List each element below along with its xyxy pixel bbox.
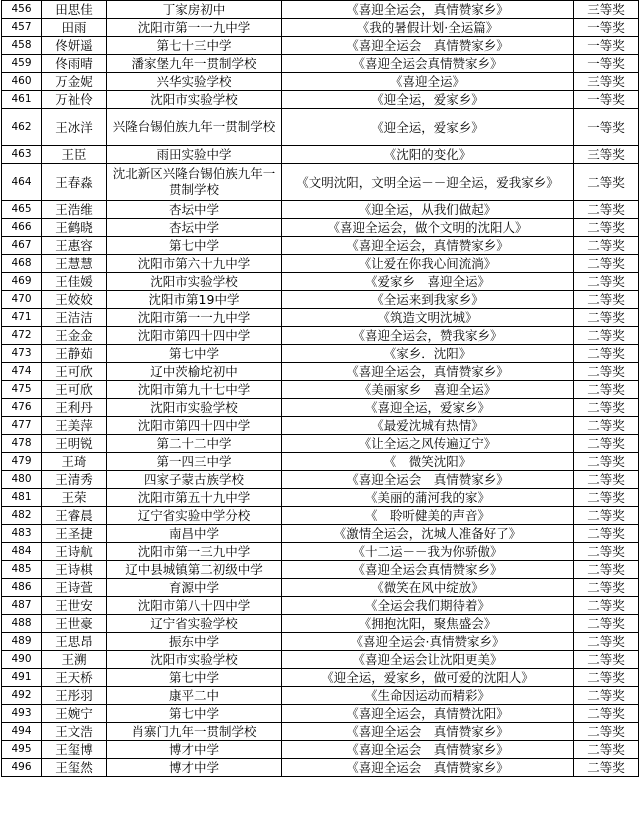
row-number: 470 (2, 291, 42, 309)
row-number: 487 (2, 597, 42, 615)
prize-level: 二等奖 (574, 255, 639, 273)
row-number: 468 (2, 255, 42, 273)
essay-title: 《喜迎全运会，真情赞家乡》 (282, 1, 574, 19)
row-number: 463 (2, 146, 42, 164)
student-name: 王鹤晓 (42, 219, 107, 237)
row-number: 458 (2, 37, 42, 55)
row-number: 465 (2, 201, 42, 219)
row-number: 485 (2, 561, 42, 579)
student-name: 王天桥 (42, 669, 107, 687)
student-name: 王琦 (42, 453, 107, 471)
row-number: 490 (2, 651, 42, 669)
prize-level: 二等奖 (574, 237, 639, 255)
table-row (2, 759, 639, 777)
school-name: 沈阳市第一一九中学 (107, 309, 282, 327)
prize-level: 三等奖 (574, 146, 639, 164)
school-name: 沈阳市实验学校 (107, 91, 282, 109)
essay-title: 《迎全运，从我们做起》 (282, 201, 574, 219)
prize-level: 二等奖 (574, 381, 639, 399)
row-number: 462 (2, 109, 42, 146)
table-row (2, 669, 639, 687)
table-row (2, 597, 639, 615)
essay-title: 《喜迎全运会 真情赞家乡》 (282, 37, 574, 55)
essay-title: 《喜迎全运会 真情赞家乡》 (282, 741, 574, 759)
prize-level: 二等奖 (574, 164, 639, 201)
prize-level: 二等奖 (574, 633, 639, 651)
student-name: 王诗萱 (42, 579, 107, 597)
student-name: 王美萍 (42, 417, 107, 435)
table-row (2, 453, 639, 471)
student-name: 王圣捷 (42, 525, 107, 543)
row-number: 476 (2, 399, 42, 417)
row-number: 471 (2, 309, 42, 327)
row-number: 477 (2, 417, 42, 435)
table-row (2, 345, 639, 363)
student-name: 王利丹 (42, 399, 107, 417)
student-name: 王婉宁 (42, 705, 107, 723)
school-name: 兴华实验学校 (107, 73, 282, 91)
table-row (2, 525, 639, 543)
essay-title: 《我的暑假计划·全运篇》 (282, 19, 574, 37)
school-name: 沈阳市第19中学 (107, 291, 282, 309)
table-row (2, 561, 639, 579)
school-name: 第二十二中学 (107, 435, 282, 453)
row-number: 493 (2, 705, 42, 723)
school-name: 沈阳市第五十九中学 (107, 489, 282, 507)
student-name: 王诗航 (42, 543, 107, 561)
essay-title: 《全运来到我家乡》 (282, 291, 574, 309)
school-name: 辽中县城镇第二初级中学 (107, 561, 282, 579)
table-row (2, 399, 639, 417)
row-number: 489 (2, 633, 42, 651)
prize-level: 二等奖 (574, 579, 639, 597)
student-name: 王姣姣 (42, 291, 107, 309)
table-row (2, 651, 639, 669)
student-name: 王溯 (42, 651, 107, 669)
table-row (2, 237, 639, 255)
prize-level: 二等奖 (574, 525, 639, 543)
table-row (2, 381, 639, 399)
essay-title: 《家乡．沈阳》 (282, 345, 574, 363)
row-number: 472 (2, 327, 42, 345)
school-name: 辽宁省实验学校 (107, 615, 282, 633)
essay-title: 《喜迎全运会，赞我家乡》 (282, 327, 574, 345)
table-row (2, 579, 639, 597)
school-name: 第七中学 (107, 345, 282, 363)
row-number: 475 (2, 381, 42, 399)
school-name: 杏坛中学 (107, 219, 282, 237)
row-number: 486 (2, 579, 42, 597)
prize-level: 二等奖 (574, 453, 639, 471)
school-name: 辽宁省实验中学分校 (107, 507, 282, 525)
student-name: 王可欣 (42, 381, 107, 399)
school-name: 潘家堡九年一贯制学校 (107, 55, 282, 73)
prize-level: 二等奖 (574, 327, 639, 345)
student-name: 王静茹 (42, 345, 107, 363)
prize-level: 二等奖 (574, 309, 639, 327)
table-row (2, 309, 639, 327)
prize-level: 一等奖 (574, 91, 639, 109)
table-row (2, 417, 639, 435)
prize-level: 一等奖 (574, 19, 639, 37)
prize-level: 二等奖 (574, 489, 639, 507)
essay-title: 《喜迎全运会真情赞家乡》 (282, 55, 574, 73)
school-name: 沈阳市实验学校 (107, 273, 282, 291)
essay-title: 《爱家乡 喜迎全运》 (282, 273, 574, 291)
row-number: 457 (2, 19, 42, 37)
row-number: 474 (2, 363, 42, 381)
essay-title: 《让全运之风传遍辽宁》 (282, 435, 574, 453)
student-name: 王彤羽 (42, 687, 107, 705)
table-row (2, 55, 639, 73)
school-name: 沈阳市第一一九中学 (107, 19, 282, 37)
essay-title: 《喜迎全运会，真情赞家乡》 (282, 363, 574, 381)
prize-level: 二等奖 (574, 201, 639, 219)
row-number: 461 (2, 91, 42, 109)
school-name: 育源中学 (107, 579, 282, 597)
student-name: 王玺然 (42, 759, 107, 777)
row-number: 466 (2, 219, 42, 237)
prize-level: 二等奖 (574, 399, 639, 417)
prize-level: 一等奖 (574, 109, 639, 146)
school-name: 沈阳市第六十九中学 (107, 255, 282, 273)
table-row (2, 291, 639, 309)
school-name: 沈阳市第四十四中学 (107, 417, 282, 435)
row-number: 484 (2, 543, 42, 561)
school-name: 沈阳市第八十四中学 (107, 597, 282, 615)
essay-title: 《十二运－－我为你骄傲》 (282, 543, 574, 561)
essay-title: 《 微笑沈阳》 (282, 453, 574, 471)
prize-level: 二等奖 (574, 363, 639, 381)
school-name: 杏坛中学 (107, 201, 282, 219)
table-row (2, 109, 639, 146)
row-number: 459 (2, 55, 42, 73)
essay-title: 《喜迎全运会 真情赞家乡》 (282, 723, 574, 741)
essay-title: 《美丽的蒲河我的家》 (282, 489, 574, 507)
student-name: 王慧慧 (42, 255, 107, 273)
student-name: 佟妍遥 (42, 37, 107, 55)
prize-level: 二等奖 (574, 507, 639, 525)
student-name: 田思佳 (42, 1, 107, 19)
student-name: 王可欣 (42, 363, 107, 381)
row-number: 495 (2, 741, 42, 759)
prize-level: 二等奖 (574, 651, 639, 669)
prize-level: 二等奖 (574, 723, 639, 741)
school-name: 辽中茨榆坨初中 (107, 363, 282, 381)
row-number: 456 (2, 1, 42, 19)
prize-level: 一等奖 (574, 55, 639, 73)
row-number: 491 (2, 669, 42, 687)
student-name: 王春淼 (42, 164, 107, 201)
row-number: 478 (2, 435, 42, 453)
student-name: 王明锐 (42, 435, 107, 453)
essay-title: 《迎全运，爱家乡，做可爱的沈阳人》 (282, 669, 574, 687)
student-name: 佟雨晴 (42, 55, 107, 73)
row-number: 469 (2, 273, 42, 291)
table-row (2, 435, 639, 453)
essay-title: 《让爱在你我心间流淌》 (282, 255, 574, 273)
student-name: 王佳媛 (42, 273, 107, 291)
student-name: 王诗棋 (42, 561, 107, 579)
essay-title: 《最爱沈城有热情》 (282, 417, 574, 435)
essay-title: 《 聆听健美的声音》 (282, 507, 574, 525)
table-row (2, 615, 639, 633)
student-name: 王世豪 (42, 615, 107, 633)
essay-title: 《文明沈阳，文明全运－－迎全运，爱我家乡》 (282, 164, 574, 201)
school-name: 第七十三中学 (107, 37, 282, 55)
student-name: 王清秀 (42, 471, 107, 489)
row-number: 492 (2, 687, 42, 705)
prize-level: 三等奖 (574, 73, 639, 91)
prize-level: 二等奖 (574, 687, 639, 705)
table-row (2, 471, 639, 489)
prize-level: 二等奖 (574, 561, 639, 579)
school-name: 博才中学 (107, 759, 282, 777)
student-name: 王荣 (42, 489, 107, 507)
student-name: 王金金 (42, 327, 107, 345)
row-number: 494 (2, 723, 42, 741)
table-row (2, 489, 639, 507)
essay-title: 《喜迎全运会，做个文明的沈阳人》 (282, 219, 574, 237)
table-row (2, 273, 639, 291)
student-name: 王玺博 (42, 741, 107, 759)
prize-level: 二等奖 (574, 345, 639, 363)
row-number: 483 (2, 525, 42, 543)
award-table-body (2, 1, 639, 777)
table-row (2, 741, 639, 759)
essay-title: 《生命因运动而精彩》 (282, 687, 574, 705)
school-name: 沈阳市实验学校 (107, 651, 282, 669)
row-number: 480 (2, 471, 42, 489)
student-name: 王冰洋 (42, 109, 107, 146)
essay-title: 《喜迎全运会让沈阳更美》 (282, 651, 574, 669)
table-row (2, 91, 639, 109)
essay-title: 《喜迎全运会·真情赞家乡》 (282, 633, 574, 651)
prize-level: 二等奖 (574, 219, 639, 237)
school-name: 第七中学 (107, 669, 282, 687)
prize-level: 二等奖 (574, 471, 639, 489)
school-name: 沈阳市第一三九中学 (107, 543, 282, 561)
essay-title: 《拥抱沈阳，聚焦盛会》 (282, 615, 574, 633)
prize-level: 二等奖 (574, 597, 639, 615)
school-name: 兴隆台锡伯族九年一贯制学校 (107, 109, 282, 146)
school-name: 沈阳市第九十七中学 (107, 381, 282, 399)
school-name: 肖寨门九年一贯制学校 (107, 723, 282, 741)
row-number: 481 (2, 489, 42, 507)
essay-title: 《喜迎全运，爱家乡》 (282, 399, 574, 417)
school-name: 振东中学 (107, 633, 282, 651)
school-name: 第七中学 (107, 705, 282, 723)
essay-title: 《喜迎全运会真情赞家乡》 (282, 561, 574, 579)
table-row (2, 1, 639, 19)
row-number: 479 (2, 453, 42, 471)
table-row (2, 73, 639, 91)
table-row (2, 37, 639, 55)
school-name: 南昌中学 (107, 525, 282, 543)
row-number: 460 (2, 73, 42, 91)
prize-level: 二等奖 (574, 273, 639, 291)
prize-level: 二等奖 (574, 705, 639, 723)
row-number: 482 (2, 507, 42, 525)
school-name: 第一四三中学 (107, 453, 282, 471)
table-row (2, 219, 639, 237)
student-name: 王文浩 (42, 723, 107, 741)
school-name: 第七中学 (107, 237, 282, 255)
table-row (2, 146, 639, 164)
prize-level: 二等奖 (574, 669, 639, 687)
table-row (2, 327, 639, 345)
essay-title: 《微笑在风中绽放》 (282, 579, 574, 597)
essay-title: 《喜迎全运会 真情赞家乡》 (282, 471, 574, 489)
student-name: 王思昂 (42, 633, 107, 651)
table-row (2, 255, 639, 273)
table-row (2, 633, 639, 651)
student-name: 王浩维 (42, 201, 107, 219)
essay-title: 《迎全运，爱家乡》 (282, 91, 574, 109)
prize-level: 二等奖 (574, 435, 639, 453)
school-name: 四家子蒙古族学校 (107, 471, 282, 489)
table-row (2, 363, 639, 381)
student-name: 万金妮 (42, 73, 107, 91)
table-row (2, 164, 639, 201)
student-name: 王睿晨 (42, 507, 107, 525)
prize-level: 二等奖 (574, 417, 639, 435)
prize-level: 二等奖 (574, 759, 639, 777)
student-name: 田雨 (42, 19, 107, 37)
row-number: 467 (2, 237, 42, 255)
row-number: 488 (2, 615, 42, 633)
student-name: 王臣 (42, 146, 107, 164)
row-number: 496 (2, 759, 42, 777)
student-name: 王洁洁 (42, 309, 107, 327)
table-row (2, 507, 639, 525)
essay-title: 《喜迎全运会，真情赞家乡》 (282, 237, 574, 255)
school-name: 丁家房初中 (107, 1, 282, 19)
school-name: 康平二中 (107, 687, 282, 705)
row-number: 464 (2, 164, 42, 201)
table-row (2, 201, 639, 219)
essay-title: 《筑造文明沈城》 (282, 309, 574, 327)
school-name: 博才中学 (107, 741, 282, 759)
award-table (1, 0, 639, 777)
student-name: 王惠容 (42, 237, 107, 255)
essay-title: 《喜迎全运会，真情赞沈阳》 (282, 705, 574, 723)
essay-title: 《喜迎全运会 真情赞家乡》 (282, 759, 574, 777)
table-row (2, 543, 639, 561)
table-row (2, 687, 639, 705)
essay-title: 《激情全运会，沈城人准备好了》 (282, 525, 574, 543)
prize-level: 二等奖 (574, 741, 639, 759)
row-number: 473 (2, 345, 42, 363)
prize-level: 三等奖 (574, 1, 639, 19)
essay-title: 《美丽家乡 喜迎全运》 (282, 381, 574, 399)
essay-title: 《全运会我们期待着》 (282, 597, 574, 615)
student-name: 万祉伶 (42, 91, 107, 109)
school-name: 雨田实验中学 (107, 146, 282, 164)
essay-title: 《迎全运，爱家乡》 (282, 109, 574, 146)
prize-level: 一等奖 (574, 37, 639, 55)
prize-level: 二等奖 (574, 615, 639, 633)
table-row (2, 723, 639, 741)
table-row (2, 19, 639, 37)
essay-title: 《沈阳的变化》 (282, 146, 574, 164)
school-name: 沈阳市实验学校 (107, 399, 282, 417)
school-name: 沈阳市第四十四中学 (107, 327, 282, 345)
essay-title: 《喜迎全运》 (282, 73, 574, 91)
table-row (2, 705, 639, 723)
school-name: 沈北新区兴隆台锡伯族九年一贯制学校 (107, 164, 282, 201)
prize-level: 二等奖 (574, 543, 639, 561)
prize-level: 二等奖 (574, 291, 639, 309)
student-name: 王世安 (42, 597, 107, 615)
